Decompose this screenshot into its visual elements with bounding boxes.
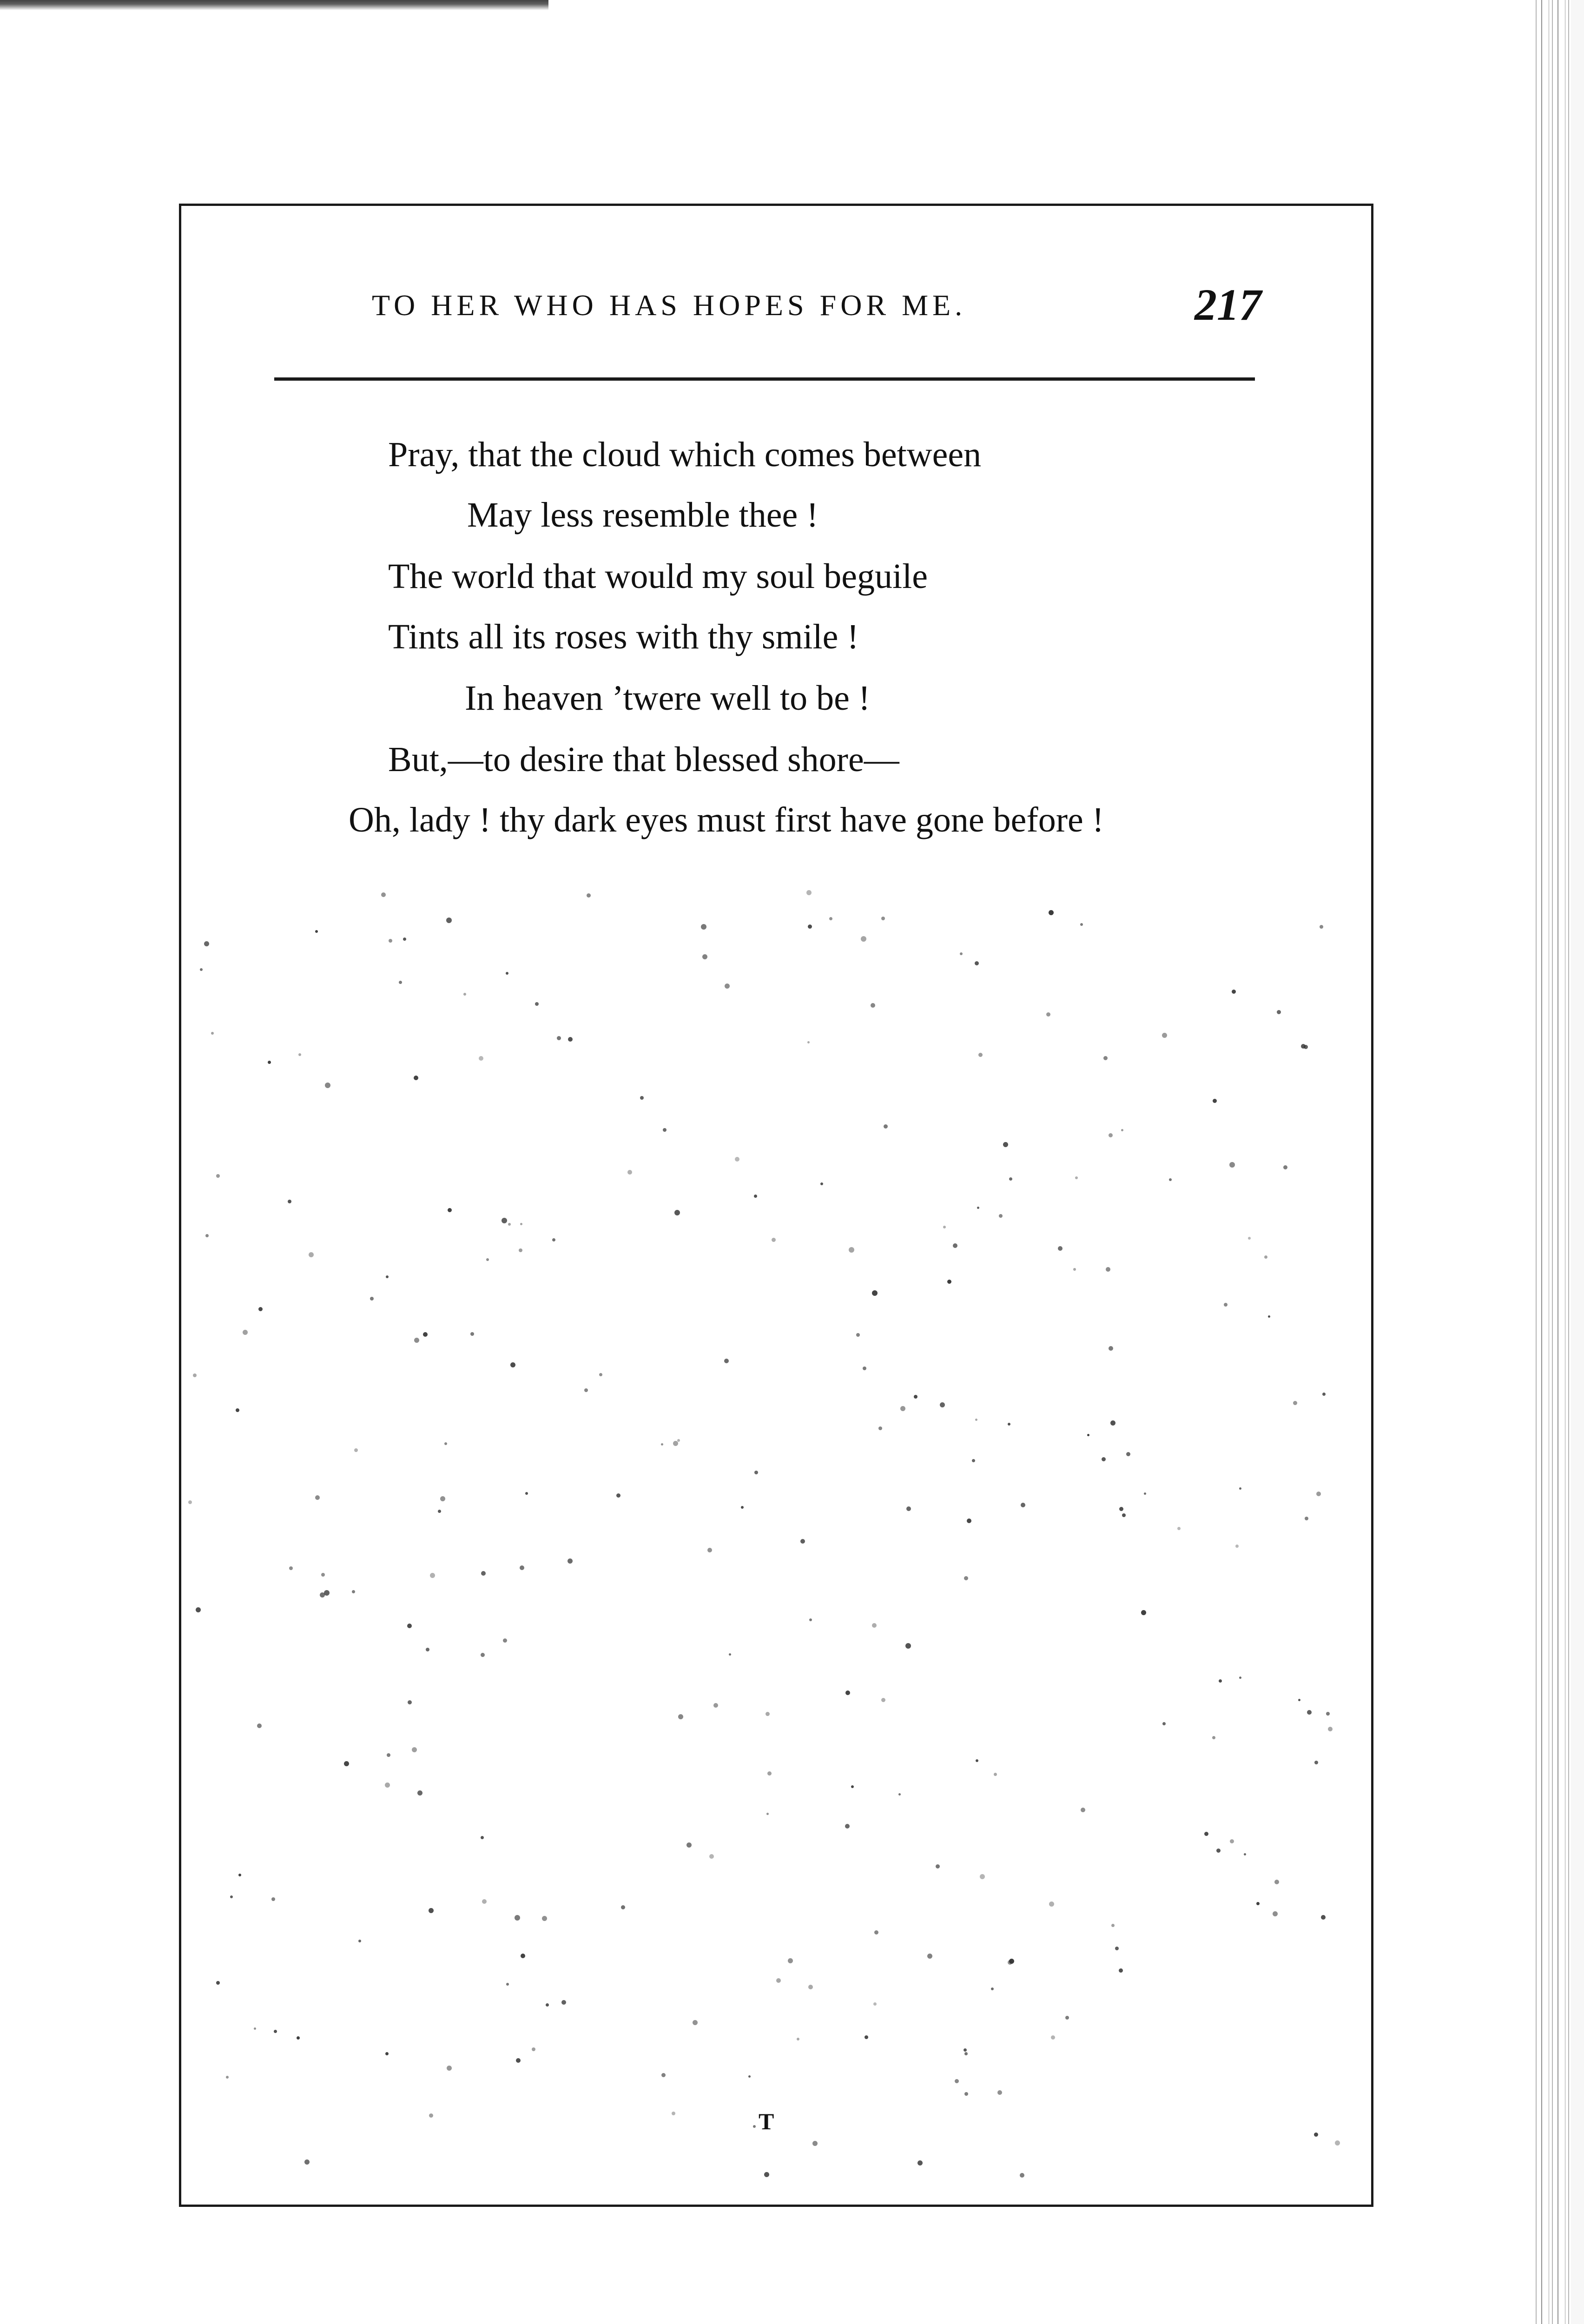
scan-speck (412, 1747, 417, 1752)
scan-speck (898, 1793, 901, 1796)
scan-speck (444, 1442, 447, 1445)
scan-speck (753, 2125, 756, 2128)
scan-speck (407, 1624, 412, 1628)
scan-speck (1075, 1176, 1078, 1179)
scan-speck (964, 2048, 967, 2052)
scan-speck (1314, 1761, 1318, 1764)
scan-speck (289, 1566, 293, 1570)
scan-speck (1162, 1033, 1167, 1038)
scan-speck (767, 1771, 772, 1776)
scan-speck (991, 1987, 994, 1990)
scan-speck (845, 1824, 850, 1829)
scan-speck (1320, 925, 1323, 929)
scan-speck (1326, 1712, 1330, 1716)
scan-speck (881, 1698, 885, 1702)
scan-speck (196, 1607, 201, 1612)
scan-speck (686, 1842, 692, 1848)
scan-speck (568, 1558, 573, 1564)
scan-speck (481, 1836, 484, 1839)
scan-speck (1283, 1165, 1287, 1169)
scan-speck (1121, 1129, 1123, 1131)
scan-speck (520, 1223, 522, 1225)
scan-speck (506, 972, 508, 975)
scan-speck (1081, 1808, 1085, 1812)
scan-speck (258, 1307, 263, 1311)
scan-speck (994, 1773, 997, 1776)
scan-speck (448, 1208, 452, 1212)
scan-speck (542, 1916, 547, 1921)
scan-speck (809, 1618, 812, 1621)
scan-speck (216, 1981, 220, 1985)
scan-speck (1102, 1457, 1106, 1461)
scan-speck (521, 1954, 525, 1958)
scan-speck (463, 993, 466, 996)
scan-speck (627, 1170, 632, 1175)
scan-speck (1141, 1610, 1146, 1615)
scan-speck (701, 924, 706, 930)
scan-speck (552, 1238, 555, 1241)
scan-speck (884, 1124, 888, 1129)
scan-speck (917, 2160, 923, 2166)
scan-speck (1232, 990, 1236, 994)
scan-speck (1316, 1492, 1321, 1496)
scan-speck (447, 2066, 452, 2071)
scan-speck (438, 1510, 441, 1513)
scan-speck (1106, 1267, 1110, 1272)
scan-speck (481, 1571, 486, 1576)
scan-speck (243, 1330, 248, 1335)
scan-speck (1248, 1237, 1251, 1240)
scan-speck (947, 1280, 951, 1284)
scan-speck (430, 1573, 435, 1578)
scan-speck (713, 1703, 718, 1708)
scan-speck (399, 981, 402, 984)
scan-speck (599, 1373, 602, 1376)
scan-speck (1224, 1303, 1228, 1307)
scan-speck (616, 1493, 620, 1498)
scan-speck (812, 2141, 818, 2146)
scan-speck (906, 1506, 911, 1511)
scan-speck (503, 1638, 507, 1643)
scan-speck (532, 2047, 535, 2051)
scan-speck (386, 1275, 389, 1278)
scan-speck (1115, 1947, 1119, 1950)
scan-speck (725, 984, 730, 989)
scan-speck (1110, 1420, 1115, 1426)
scan-speck (754, 1195, 757, 1198)
scan-speck (587, 893, 591, 898)
scan-speck (905, 1643, 911, 1649)
scan-speck (967, 1519, 971, 1523)
scan-speck (446, 918, 452, 923)
scan-speck (344, 1761, 349, 1766)
scan-speck (1051, 2035, 1055, 2040)
scan-speck (352, 1590, 355, 1593)
scan-speck (385, 2052, 389, 2055)
scan-speck (535, 1002, 539, 1006)
scan-speck (510, 1362, 515, 1367)
scan-speck (315, 1495, 320, 1500)
scan-speck (978, 1053, 983, 1057)
scan-speck (940, 1402, 945, 1407)
scan-speck (470, 1332, 474, 1336)
scan-speck (1322, 1393, 1326, 1396)
scan-speck (878, 1426, 882, 1430)
scan-speck (1119, 1507, 1123, 1511)
scan-speck (856, 1333, 860, 1337)
scan-speck (414, 1076, 418, 1080)
scan-speck (479, 1056, 483, 1061)
scan-speck (1119, 1968, 1123, 1973)
scan-speck (515, 1915, 520, 1921)
scan-speck (1305, 1517, 1308, 1520)
running-head: TO HER WHO HAS HOPES FOR ME. (372, 289, 967, 322)
scan-speck (486, 1258, 489, 1261)
scan-speck (1321, 1915, 1326, 1920)
scan-speck (320, 1592, 325, 1598)
scan-speck (309, 1252, 314, 1257)
scan-speck (1126, 1452, 1130, 1456)
scan-speck (640, 1096, 644, 1100)
verse-line: Pray, that the cloud which comes between (388, 435, 982, 474)
scan-speck (414, 1338, 419, 1343)
scan-speck (254, 2027, 256, 2030)
scan-speck (980, 1874, 985, 1879)
scan-speck (873, 2002, 877, 2006)
scan-speck (1144, 1492, 1146, 1495)
scan-speck (385, 1783, 390, 1788)
scan-speck (1298, 1699, 1300, 1701)
scan-speck (776, 1978, 781, 1983)
scan-speck (482, 1899, 487, 1904)
scan-speck (748, 2075, 751, 2078)
scan-speck (1049, 910, 1054, 915)
scan-speck (519, 1248, 522, 1252)
scan-speck (1020, 2173, 1024, 2178)
scan-speck (709, 1854, 714, 1859)
scan-speck (546, 2003, 549, 2007)
scan-speck (677, 1439, 680, 1442)
scan-speck (927, 1954, 932, 1959)
scan-speck (403, 938, 406, 941)
scan-speck (1169, 1178, 1172, 1181)
scan-speck (881, 917, 885, 920)
scan-speck (900, 1406, 905, 1411)
scan-speck (315, 930, 318, 933)
scan-speck (561, 2000, 566, 2005)
scan-speck (766, 1712, 770, 1716)
scan-speck (429, 2113, 433, 2118)
scan-speck (516, 2058, 521, 2063)
scan-speck (557, 1036, 561, 1040)
scan-speck (381, 892, 386, 897)
scan-speck (1204, 1832, 1208, 1836)
scan-speck (429, 1908, 434, 1913)
scan-speck (1109, 1346, 1113, 1351)
scan-speck (1301, 1044, 1306, 1049)
scan-speck (1073, 1268, 1076, 1271)
scan-speck (871, 1003, 875, 1008)
scan-speck (297, 2036, 300, 2040)
scan-speck (955, 2079, 959, 2083)
scan-speck (872, 1290, 878, 1296)
scan-speck (1293, 1401, 1297, 1405)
scan-speck (1046, 1012, 1050, 1017)
scan-speck (508, 1223, 511, 1226)
scan-speck (1277, 1010, 1281, 1014)
scan-speck (230, 1895, 233, 1898)
scan-speck (975, 961, 979, 965)
verse-line: Tints all its roses with thy smile ! (388, 617, 859, 656)
scan-speck (729, 1653, 731, 1656)
scan-speck (1268, 1315, 1270, 1318)
scan-speck (1229, 1162, 1235, 1168)
page-number: 217 (1195, 280, 1261, 330)
scan-speck (1314, 2133, 1318, 2137)
scan-speck (440, 1496, 445, 1501)
scan-speck (1058, 1246, 1063, 1251)
scan-speck (663, 1128, 667, 1132)
scan-speck (766, 1813, 769, 1815)
scan-speck (417, 1790, 422, 1796)
scan-speck (865, 2035, 868, 2039)
scan-speck (1003, 1142, 1008, 1147)
scan-speck (257, 1723, 262, 1728)
scan-speck (820, 1182, 823, 1185)
scan-speck (568, 1037, 573, 1042)
scan-speck (204, 941, 209, 946)
scan-right-edge (1533, 0, 1584, 2324)
scan-speck (914, 1395, 917, 1399)
scan-speck (845, 1690, 850, 1695)
scan-speck (724, 1359, 729, 1363)
scan-speck (268, 1061, 271, 1064)
scan-speck (1239, 1487, 1241, 1490)
scan-speck (808, 1985, 813, 1989)
scan-speck (621, 1905, 625, 1909)
scan-speck (520, 1565, 524, 1570)
scan-speck (1065, 2016, 1069, 2020)
scan-speck (1264, 1255, 1267, 1259)
scan-speck (800, 1539, 805, 1544)
scan-speck (1009, 1177, 1012, 1181)
scan-speck (693, 2020, 698, 2025)
scan-speck (1049, 1901, 1054, 1907)
scan-speck (1256, 1902, 1260, 1905)
scan-speck (997, 2090, 1002, 2095)
scan-speck (325, 1083, 330, 1088)
scan-speck (358, 1940, 361, 1942)
scan-speck (1239, 1677, 1241, 1679)
scan-speck (797, 2038, 799, 2040)
scan-speck (1244, 1853, 1246, 1855)
head-rule (274, 377, 1255, 381)
scan-speck (953, 1243, 957, 1248)
scan-speck (999, 1214, 1003, 1218)
scan-speck (849, 1247, 854, 1253)
scan-speck (672, 2112, 675, 2115)
scan-speck (1274, 1880, 1279, 1884)
scan-speck (772, 1238, 776, 1242)
scan-speck (1111, 1924, 1115, 1927)
scan-top-edge (0, 0, 548, 10)
scan-speck (1009, 1959, 1014, 1964)
scan-speck (1087, 1434, 1089, 1436)
scan-speck (481, 1653, 485, 1657)
scan-speck (808, 924, 812, 929)
scan-speck (387, 1753, 390, 1757)
verse-line: The world that would my soul beguile (388, 557, 928, 596)
scan-speck (806, 890, 812, 895)
scan-speck (200, 968, 203, 971)
scan-speck (525, 1492, 528, 1495)
scan-speck (673, 1441, 678, 1446)
scan-speck (829, 917, 832, 920)
scan-speck (205, 1234, 209, 1237)
signature-mark: T (759, 2108, 774, 2134)
scan-speck (188, 1500, 192, 1504)
scan-speck (863, 1367, 866, 1370)
scan-speck (288, 1200, 291, 1203)
scan-speck (1080, 923, 1083, 926)
scan-speck (872, 1623, 877, 1628)
scan-speck (274, 2030, 277, 2033)
scan-speck (211, 1032, 214, 1035)
scan-speck (960, 952, 963, 955)
scan-speck (874, 1930, 878, 1934)
scan-speck (674, 1210, 680, 1215)
scan-speck (271, 1897, 275, 1901)
scan-speck (943, 1226, 946, 1228)
scan-speck (741, 1506, 744, 1509)
scan-speck (964, 1576, 968, 1580)
scan-speck (1307, 1710, 1312, 1715)
scan-speck (354, 1448, 358, 1452)
scan-speck (1109, 1133, 1113, 1137)
scan-speck (936, 1864, 940, 1868)
scan-speck (506, 1983, 509, 1986)
scan-speck (1103, 1056, 1108, 1060)
scan-speck (226, 2076, 229, 2079)
scan-speck (702, 954, 707, 959)
scan-speck (1021, 1503, 1025, 1507)
scan-speck (972, 1459, 975, 1462)
scan-speck (298, 1053, 301, 1056)
verse-line: In heaven ’twere well to be ! (465, 679, 871, 718)
scan-speck (977, 1207, 979, 1209)
scan-speck (754, 1471, 758, 1474)
scan-speck (1230, 1839, 1234, 1843)
scan-speck (707, 1548, 712, 1552)
scan-speck (1273, 1911, 1278, 1916)
scan-speck (861, 936, 866, 942)
scan-speck (1235, 1545, 1239, 1548)
scan-speck (807, 1041, 810, 1043)
scan-speck (584, 1388, 588, 1392)
scan-speck (304, 2159, 310, 2165)
verse-line: But,—to desire that blessed shore— (388, 740, 899, 779)
scan-speck (851, 1785, 854, 1788)
scan-speck (1177, 1527, 1181, 1530)
scan-speck (735, 1157, 739, 1162)
scan-speck (678, 1714, 683, 1719)
scan-speck (321, 1573, 325, 1577)
scan-speck (975, 1419, 977, 1421)
scan-speck (1122, 1513, 1126, 1517)
scan-speck (236, 1408, 239, 1412)
scan-speck (408, 1700, 412, 1704)
scan-speck (426, 1648, 429, 1651)
verse-line: May less resemble thee ! (467, 495, 818, 535)
scan-speck (964, 2052, 968, 2055)
scan-speck (764, 2172, 769, 2177)
scan-speck (1008, 1423, 1010, 1426)
verse-line: Oh, lady ! thy dark eyes must first have gone before ! (349, 800, 1104, 839)
scan-speck (389, 939, 392, 943)
scan-speck (976, 1759, 978, 1762)
scan-speck (193, 1373, 197, 1377)
scan-speck (1162, 1722, 1166, 1725)
scan-speck (1216, 1849, 1221, 1853)
scan-speck (1335, 2140, 1340, 2146)
scan-speck (788, 1958, 793, 1963)
scan-speck (1213, 1099, 1217, 1103)
scan-speck (1219, 1679, 1222, 1683)
scan-speck (964, 2092, 968, 2096)
scan-speck (1328, 1727, 1333, 1731)
scan-speck (423, 1332, 428, 1337)
scan-speck (1212, 1736, 1215, 1739)
scan-speck (216, 1174, 220, 1178)
scan-speck (661, 2073, 666, 2077)
scan-speck (370, 1297, 374, 1301)
scan-speck (238, 1874, 241, 1876)
scan-speck (502, 1218, 507, 1223)
scan-speck (661, 1443, 663, 1446)
